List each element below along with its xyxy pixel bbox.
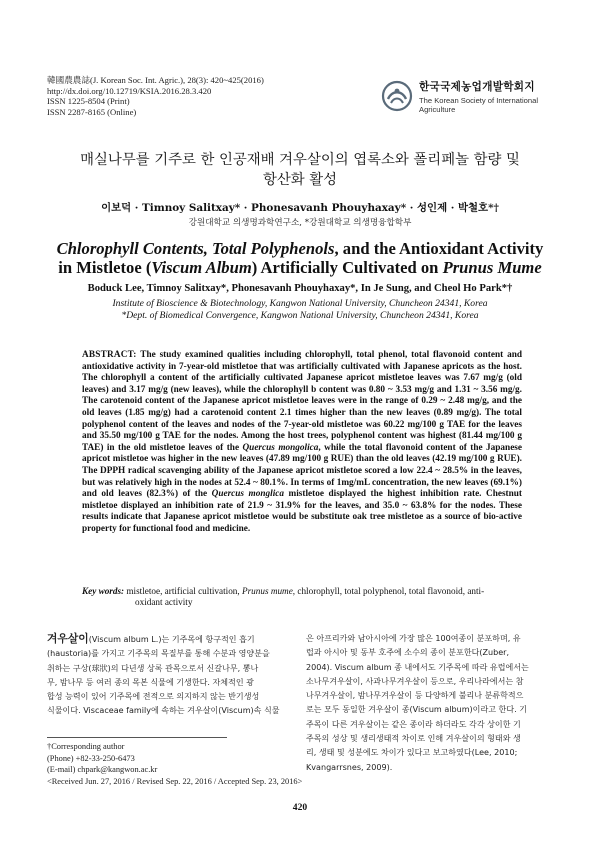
body-line: 나무겨우살이, 밤나무겨우살이 등 다양하게 불리나 분류학적으	[306, 691, 524, 701]
body-line: 소나무겨우살이, 사과나무겨우살이 등으로, 우리나라에서는 참	[306, 676, 524, 686]
title-korean-line1: 매실나무를 기주로 한 인공재배 겨우살이의 엽록소와 폴리페놀 함량 및	[80, 152, 520, 168]
body-column-right	[306, 632, 554, 775]
title-en-part: Viscum Album	[151, 258, 252, 277]
body-line: 럽과 아시아 및 동부 호주에 소수의 종이 분포한다(Zuber,	[306, 648, 510, 658]
abstract-text: The study examined qualities including chlorophyll, total phenol, total flavonoid content and antioxidative activity in 7-year-old mistletoe that was artificially cultivated with Japanese apricots as the host. The chlorophyll a content of the artificially cultivated Japanese apricot mistletoe leaves was 7.67 mg/g (old leaves) and 3.17 mg/g (new leaves), while the chlorophyll b content was 0.80 ~ 3.53 mg/g and 1.31 ~ 3.56 mg/g. The carotenoid content of the Japanese apricot mistletoe leaves were in the range of 0.29 ~ 2.48 mg/g, and the old leaves (1.85 mg/g) had a carotenoid content 2.1 times higher than the new leaves (0.89 mg/g). The total polyphenol content of the leaves and nodes of the 7-year-old mistletoe was 60.22 mg/100 g TAE for the leaves and 35.50 mg/100 g TAE for the nodes. Among the host trees, polyphenol content was highest (81.44 mg/100 g TAE) in the old mistletoe leaves of the	[82, 350, 522, 453]
received-dates: <Received Jun. 27, 2016 / Revised Sep. 22, 2016 / Accepted Sep. 23, 2016>	[47, 776, 303, 786]
society-name-en-cont: Agriculture	[419, 105, 456, 114]
authors-english: Boduck Lee, Timnoy Salitxay*, Phonesavanh Phouyhaxay*, In Je Sung, and Cheol Ho Park*†	[87, 283, 513, 294]
journal-meta	[47, 75, 264, 117]
abstract-text: , while the total flavonoid content of the Japanese apricot mistletoe was higher in the new leaves (47.89 mg/100 g RUE) than the old leaves (42.19 mg/100 g RUE). The DPPH radical scavenging ability of the Japanese apricot mistletoe scored a low 22.4 ~ 28.5% in the leaves, but was relatively high in the nodes at 52.4 ~ 80.1%. In terms of 1mg/mL concentration, the new leaves (69.1%) and old leaves (82.3%) of the	[82, 442, 523, 500]
abstract-text: mistletoe displayed the highest inhibition rate. Chestnut mistletoe displayed an inhibition rate of 21.9 ~ 31.9% for the leaves, and 35.0 ~ 63.8% for the nodes. These results indicate that Japanese apricot mistletoe would be substitute oak tree mistletoe as a source of bio-active property for functional food and medicine.	[82, 489, 522, 534]
body-line: 2004). Viscum album 종 내에서도 기주목에 따라 유럽에서는	[306, 662, 529, 672]
body-column-left	[47, 632, 295, 719]
author-email[interactable]: (E-mail) chpark@kangwon.ac.kr	[47, 765, 158, 775]
body-line: Kvangarrsnes, 2009).	[306, 762, 393, 772]
title-en-part: ) Artificially Cultivated on	[251, 258, 443, 277]
body-line: (haustoria)를 가지고 기주목의 목질부를 통해 수분과 영양분을	[47, 649, 270, 659]
body-line: 무, 밤나무 등 여러 종의 목본 식물에 기생한다. 자체적인 광	[47, 677, 254, 687]
affiliation-english-line2: *Dept. of Biomedical Convergence, Kangwon National University, Chuncheon 24341, Korea	[121, 310, 479, 321]
title-korean-line2: 항산화 활성	[262, 172, 338, 188]
title-en-part: in Mistletoe (	[58, 258, 152, 277]
society-name-ko: 한국국제농업개발학회지	[419, 81, 535, 93]
society-logo	[381, 76, 561, 124]
journal-doi[interactable]: http://dx.doi.org/10.12719/KSIA.2016.28.3.420	[47, 85, 212, 96]
body-line: 취하는 구상(球狀)의 다년생 상록 관목으로서 신갈나무, 뽕나	[47, 663, 259, 673]
title-en-part: Chlorophyll Contents, Total Polyphenols	[56, 239, 335, 258]
keywords-text-cont: oxidant activity	[135, 597, 193, 608]
body-line: 식물이다. Viscaceae family에 속하는 겨우살이(Viscum)속 식물	[47, 706, 280, 716]
page-number: 420	[292, 802, 308, 813]
body-line: 은 아프리카와 남아시아에 가장 많은 100여종이 분포하며, 유	[306, 634, 521, 643]
body-line: (Viscum album L.)는 기주목에 항구적인 흡기	[88, 635, 255, 644]
footnote	[47, 741, 302, 787]
issn-online: ISSN 2287-8165 (Online)	[47, 106, 137, 117]
footnote-divider	[47, 737, 227, 738]
title-en-part: Prunus Mume	[442, 258, 542, 277]
body-line: 합성 능력이 있어 기주목에 전적으로 의지하지 않는 반기생성	[47, 692, 260, 702]
abstract-italic: Quercus monglica	[211, 489, 285, 500]
authors-korean: 이보덕 · Timnoy Salitxay* · Phonesavanh Phouyhaxay* · 성인제 · 박철호*†	[101, 202, 499, 214]
journal-citation: 韓國農農誌(J. Korean Soc. Int. Agric.), 28(3): 420~425(2016)	[47, 75, 264, 85]
affiliation-korean: 강원대학교 의생명과학연구소, *강원대학교 의생명융합학부	[188, 218, 412, 228]
keywords-text: mistletoe, artificial cultivation,	[124, 586, 242, 596]
affiliation-english-line1: Institute of Bioscience & Biotechnology, Kangwon National University, Chuncheon 24341, Korea	[112, 298, 488, 309]
body-line: 리, 생태 및 성분에도 차이가 있다고 보고하였다(Lee, 2010;	[306, 748, 518, 758]
keywords	[82, 586, 522, 609]
abstract-italic: Quercus mongolica	[242, 442, 319, 453]
issn-print: ISSN 1225-8504 (Print)	[47, 96, 130, 107]
body-line: 로는 모두 동일한 겨우살이 종(Viscum album)이라고 한다. 기	[306, 705, 527, 715]
abstract-label: ABSTRACT:	[82, 350, 137, 360]
body-line: 주목의 성상 및 생리생태적 차이로 인해 겨우살이의 형태와 생	[306, 734, 521, 744]
keywords-label: Key words:	[82, 586, 125, 596]
keywords-italic: Prunus mume,	[241, 586, 296, 596]
keywords-text: chlorophyll, total polyphenol, total flavonoid, anti-	[295, 586, 485, 596]
society-emblem-icon	[381, 80, 413, 112]
author-phone: (Phone) +82-33-250-6473	[47, 753, 135, 763]
body-line: 주목이 다른 겨우살이는 같은 종이라 하더라도 각각 상이한 기	[306, 719, 521, 729]
lead-word: 겨우살이	[47, 632, 89, 645]
corresponding-author: †Corresponding author	[47, 742, 125, 751]
abstract	[82, 350, 522, 536]
society-name-en: The Korean Society of International	[419, 96, 539, 105]
title-english	[40, 239, 560, 277]
affiliation-english	[40, 298, 560, 322]
title-korean	[60, 150, 540, 190]
title-en-part: , and the Antioxidant Activity	[334, 239, 544, 258]
